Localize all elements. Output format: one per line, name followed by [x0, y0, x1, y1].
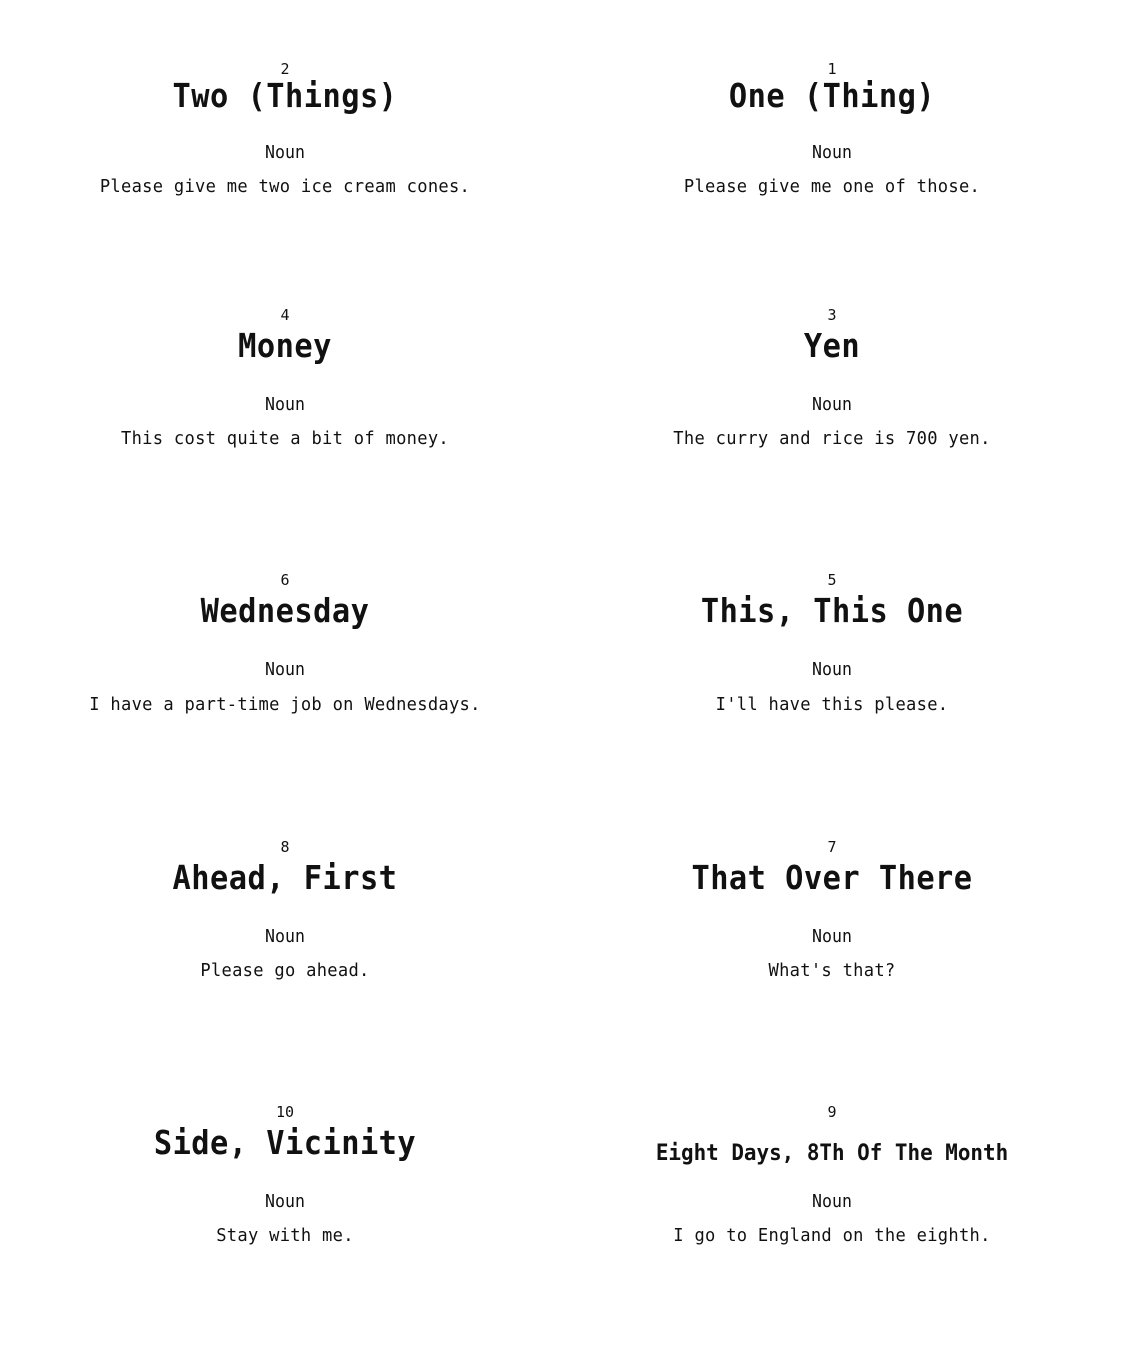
card-number: 9 [827, 1103, 837, 1121]
card-example-sentence: Stay with me. [216, 1225, 354, 1246]
card-part-of-speech: Noun [812, 926, 852, 947]
card-example-sentence: I'll have this please. [715, 694, 949, 715]
card-example-sentence: This cost quite a bit of money. [121, 428, 449, 449]
card-number: 1 [827, 60, 837, 78]
card-term: Side, Vicinity [153, 1123, 417, 1162]
card-term: One (Thing) [728, 76, 936, 115]
card-part-of-speech: Noun [812, 142, 852, 163]
card-term: Wednesday [200, 591, 370, 630]
card-number: 10 [275, 1103, 295, 1121]
card-part-of-speech: Noun [812, 394, 852, 415]
card-term: Eight Days, 8Th Of The Month [655, 1141, 1009, 1166]
card-part-of-speech: Noun [265, 394, 305, 415]
card-part-of-speech: Noun [265, 142, 305, 163]
card-example-sentence: What's that? [768, 960, 896, 981]
card-example-sentence: I go to England on the eighth. [673, 1225, 991, 1246]
card-term: Ahead, First [172, 858, 398, 897]
card-example-sentence: Please give me one of those. [683, 176, 981, 197]
card-part-of-speech: Noun [812, 659, 852, 680]
card-part-of-speech: Noun [265, 659, 305, 680]
card-example-sentence: Please give me two ice cream cones. [99, 176, 471, 197]
card-part-of-speech: Noun [265, 926, 305, 947]
card-example-sentence: I have a part-time job on Wednesdays. [89, 694, 481, 715]
card-part-of-speech: Noun [812, 1191, 852, 1212]
card-term: Yen [803, 326, 861, 365]
card-example-sentence: Please go ahead. [200, 960, 370, 981]
card-number: 6 [280, 571, 290, 589]
card-term: Money [238, 326, 332, 365]
card-term: That Over There [691, 858, 973, 897]
card-number: 2 [280, 60, 290, 78]
card-example-sentence: The curry and rice is 700 yen. [673, 428, 991, 449]
card-number: 8 [280, 838, 290, 856]
card-number: 3 [827, 306, 837, 324]
card-number: 7 [827, 838, 837, 856]
card-part-of-speech: Noun [265, 1191, 305, 1212]
card-number: 4 [280, 306, 290, 324]
card-number: 5 [827, 571, 837, 589]
card-term: This, This One [700, 591, 964, 630]
card-term: Two (Things) [172, 76, 398, 115]
